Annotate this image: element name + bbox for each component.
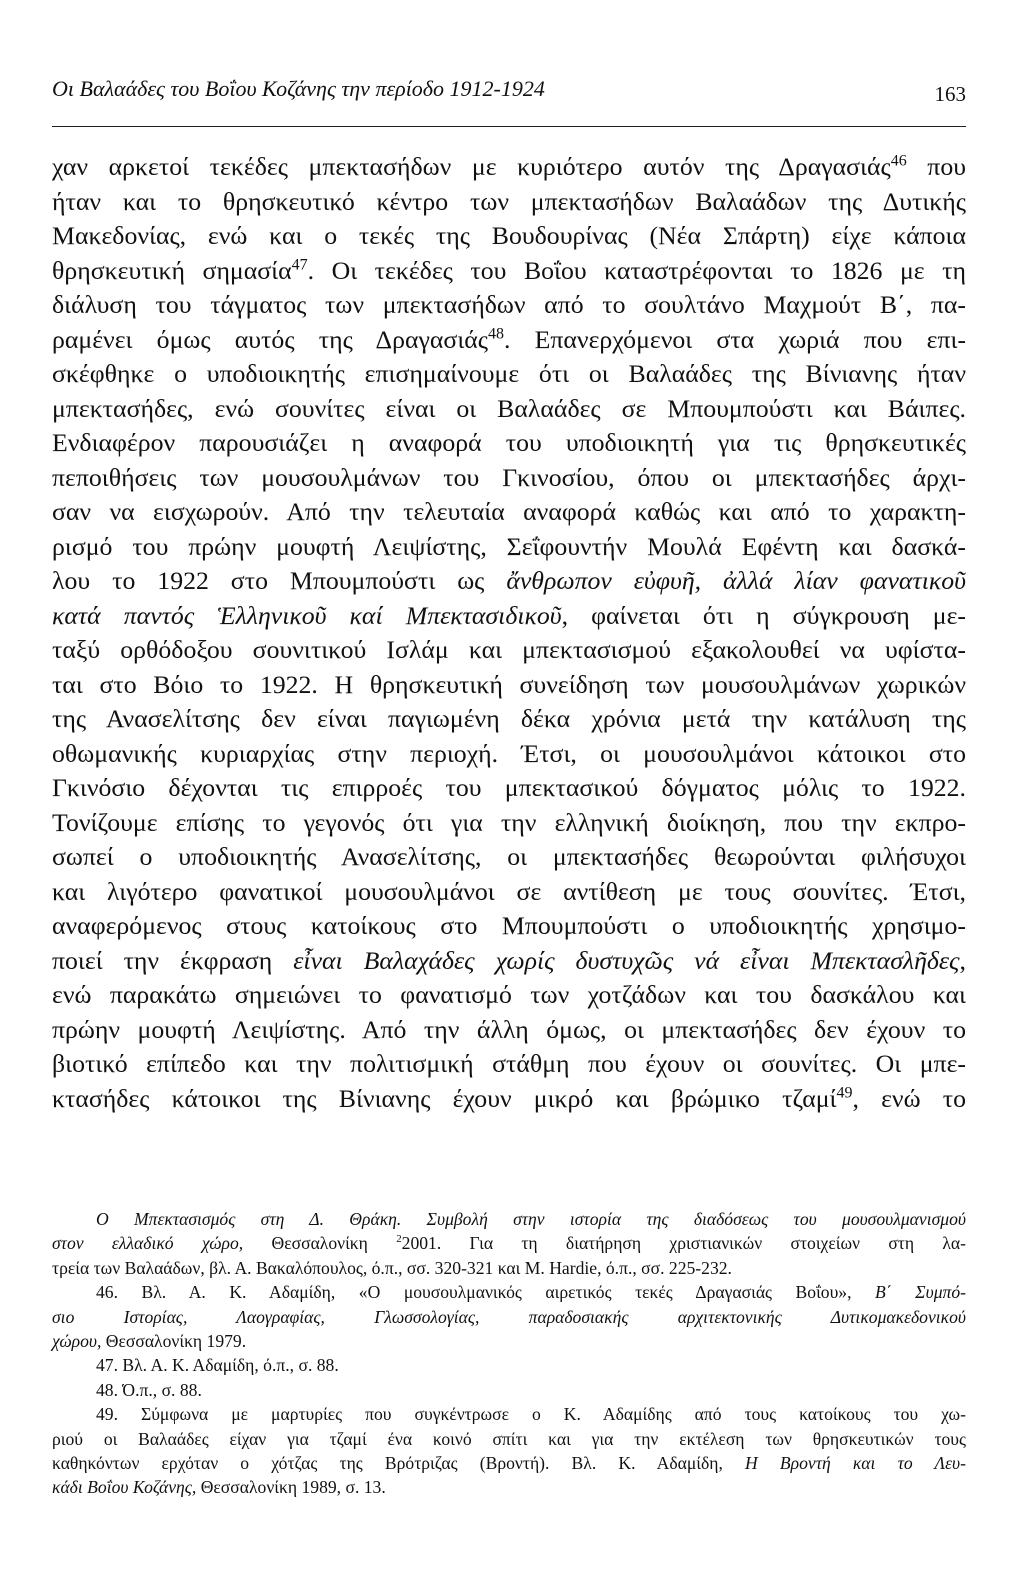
body-line: Μακεδονίας, ενώ και ο τεκές της Βουδουρίνας (Νέα Σπάρτη) είχε κάποια <box>52 221 966 250</box>
running-header <box>52 68 966 108</box>
body-line: χαν αρκετοί τεκέδες μπεκτασήδων με κυριότερο αυτόν της Δραγασιάς$^{46}$ που <box>52 152 966 181</box>
body-line: λου το 1922 στο Μπουμπούστι ως ἄνθρωπον εὐφυῆ, ἀλλά λίαν φανατικοῦ <box>52 566 966 595</box>
footnote-48: 48. Ό.π., σ. 88. <box>96 1379 202 1400</box>
footnote-ref-48: 48 <box>488 324 504 342</box>
quoted-phrase: κατά παντός Ἑλληνικοῦ καί Μπεκτασιδικοῦ <box>52 600 562 630</box>
body-line: ενώ παρακάτω σημειώνει το φανατισμό των χοτζάδων και του δασκάλου και <box>52 980 966 1009</box>
running-title: Οι Βαλαάδες του Βοΐου Κοζάνης την περίοδο 1912-1924 <box>52 76 545 101</box>
footnote-49: καθηκόντων ερχόταν ο χότζας της Βρότριζας (Βροντή). Βλ. Κ. Αδαμίδη, Η Βροντή και το Λευ- <box>52 1452 966 1473</box>
footnote-46: 46. Βλ. Α. Κ. Αδαμίδη, «Ο μουσουλμανικός αιρετικός τεκές Δραγασιάς Βοΐου», Β΄ Συμπό- <box>96 1282 966 1303</box>
body-text <box>52 150 966 1116</box>
quoted-phrase: ἄνθρωπον εὐφυῆ, ἀλλά λίαν φανατικοῦ <box>506 566 966 595</box>
body-line: σωπεί ο υποδιοικητής Ανασελίτσης, οι μπεκτασήδες θεωρούνται φιλήσυχοι <box>52 842 966 871</box>
page-number: 163 <box>934 82 966 106</box>
body-line: ρισμό του πρώην μουφτή Λειψίστης, Σεΐφουντήν Μουλά Εφέντη και δασκά- <box>52 531 966 561</box>
header-rule <box>52 126 966 127</box>
body-line: κατά παντός Ἑλληνικοῦ καί Μπεκτασιδικοῦ, φαίνεται ότι η σύγκρουση με- <box>52 600 966 630</box>
footnote-continued: τρεία των Βαλαάδων, βλ. Α. Βακαλόπουλος, ό.π., σσ. 320-321 και M. Hardie, ό.π., σσ. 225-232. <box>52 1257 732 1278</box>
footnote-49: κάδι Βοΐου Κοζάνης, Θεσσαλονίκη 1989, σ. 13. <box>52 1477 386 1498</box>
footnote-ref-49: 49 <box>836 1083 853 1101</box>
body-line: οθωμανικής κυριαρχίας στην περιοχή. Έτσι, οι μουσουλμάνοι κάτοικοι στο <box>52 738 966 768</box>
body-line: θρησκευτική σημασία$^{47}$. Οι τεκέδες του Βοΐου καταστρέφονται το 1826 με τη <box>52 255 966 285</box>
footnote-continued: στον ελλαδικό χώρο, Θεσσαλονίκη $^2$2001. Για τη διατήρηση χριστιανικών στοιχείων στη λα- <box>52 1233 966 1254</box>
footnote-ref-47: 47 <box>291 255 308 273</box>
body-line: ποιεί την έκφραση εἶναι Βαλαχάδες χωρίς δυστυχῶς νά εἶναι Μπεκτασλῆδες, <box>52 945 966 975</box>
body-line: πεποιθήσεις των μουσουλμάνων του Γκινοσίου, όπου οι μπεκτασήδες άρχι- <box>52 462 966 492</box>
footnote-ref-46: 46 <box>890 152 907 170</box>
body-line: σκέφθηκε ο υποδιοικητής επισημαίνουμε ότι οι Βαλαάδες της Βίνιανης ήταν <box>52 359 966 388</box>
body-line: Γκινόσιο δέχονται τις επιρροές του μπεκτασικού δόγματος μόλις το 1922. <box>52 773 966 802</box>
body-line: Ενδιαφέρον παρουσιάζει η αναφορά του υποδιοικητή για τις θρησκευτικές <box>52 428 966 457</box>
footnote-46: σιο Ιστορίας, Λαογραφίας, Γλωσσολογίας, παραδοσιακής αρχιτεκτονικής Δυτικομακεδονικού <box>52 1306 966 1327</box>
body-line: αναφερόμενος στους κατοίκους στο Μπουμπούστι ο υποδιοικητής χρησιμο- <box>52 911 966 940</box>
footnote-47: 47. Βλ. Α. Κ. Αδαμίδη, ό.π., σ. 88. <box>96 1355 339 1376</box>
body-line: σαν να εισχωρούν. Από την τελευταία αναφορά καθώς και από το χαρακτη- <box>52 497 966 526</box>
footnotes <box>52 1207 966 1500</box>
body-line: ραμένει όμως αυτός της Δραγασιάς$^{48}$. Επανερχόμενοι στα χωριά που επι- <box>52 324 967 354</box>
body-line: της Ανασελίτσης δεν είναι παγιωμένη δέκα χρόνια μετά την κατάλυση της <box>52 704 966 733</box>
footnote-49: 49. Σύμφωνα με μαρτυρίες που συγκέντρωσε ο Κ. Αδαμίδης από τους κατοίκους του χω- <box>96 1404 966 1425</box>
body-line: ήταν και το θρησκευτικό κέντρο των μπεκτασήδων Βαλαάδων της Δυτικής <box>52 186 966 216</box>
body-line: βιοτικό επίπεδο και την πολιτισμική στάθμη που έχουν οι σουνίτες. Οι μπε- <box>52 1049 966 1078</box>
body-line: κτασήδες κάτοικοι της Βίνιανης έχουν μικρό και βρώμικο τζαμί$^{49}$, ενώ το <box>52 1083 967 1113</box>
body-line: ται στο Βόιο το 1922. Η θρησκευτική συνείδηση των μουσουλμάνων χωρικών <box>52 669 966 699</box>
body-line: Τονίζουμε επίσης το γεγονός ότι για την ελληνική διοίκηση, που την εκπρο- <box>52 807 966 837</box>
body-line: μπεκτασήδες, ενώ σουνίτες είναι οι Βαλαάδες σε Μπουμπούστι και Βάιπες. <box>52 393 966 423</box>
quoted-phrase: εἶναι Βαλαχάδες χωρίς δυστυχῶς νά εἶναι Μπεκτασλῆδες <box>293 945 960 975</box>
footnote-49: ριού οι Βαλαάδες είχαν για τζαμί ένα κοινό σπίτι και για την εκτέλεση των θρησκευτικών τους <box>52 1428 966 1449</box>
body-line: ταξύ ορθόδοξου σουνιτικού Ισλάμ και μπεκτασισμού εξακολουθεί να υφίστα- <box>52 635 966 664</box>
body-line: και λιγότερο φανατικοί μουσουλμάνοι σε αντίθεση με τους σουνίτες. Έτσι, <box>52 876 966 906</box>
body-line: διάλυση του τάγματος των μπεκτασήδων από το σουλτάνο Μαχμούτ Β΄, πα- <box>52 290 966 319</box>
footnote-continued: Ο Μπεκτασισμός στη Δ. Θράκη. Συμβολή στην ιστορία της διαδόσεως του μουσουλμανισμού <box>96 1209 966 1229</box>
body-line: πρώην μουφτή Λειψίστης. Από την άλλη όμως, οι μπεκτασήδες δεν έχουν το <box>52 1014 966 1044</box>
footnote-46: χώρου, Θεσσαλονίκη 1979. <box>52 1330 247 1351</box>
